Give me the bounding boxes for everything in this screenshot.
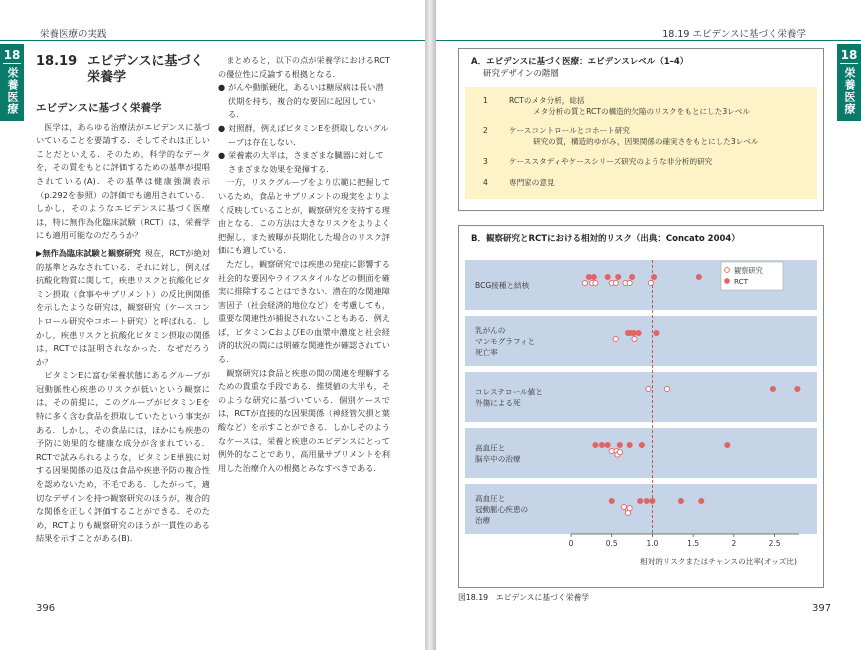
body-paragraph: 医学は，あらゆる治療法がエビデンスに基づいていることを要請する．そしてそれは正しいことだといえる．そのため，科学的なデータを，その質をもとに評価するための基準が提唱されている(A)．その基準は健康強調表示（p.292を参照）の評価でも適用されている．しかし，そのようなエビデンスに基づく医療は，特に無作為化臨床試験（RCT）は，栄養学にも適用可能なのだろうか？ xyxy=(36,121,210,241)
rct-point xyxy=(639,442,644,447)
observational-point xyxy=(609,448,614,453)
body-paragraph: ビタミンEに富む栄養状態にあるグループが冠動脈性心疾患のリスクが低いという観察には，その前提に，このグループがビタミンEを特に多く含む食品を摂取していたという事実がある．しかし，その食品には，ほかにも疾患の予防に効果的な健康な成分が含まれている．RCTで試みられるような，ビタミンE単独に対する因果関係の追及は食品や疾患予防の複合性を認めないため，不毛である．したがって，適切なデザインを持つ観察研究のほうが，複合的な関係を正しく評価することができる．そのため，RCTよりも観察研究のほうが一貫性のある結果を示すことがある(B)． xyxy=(36,370,210,544)
right-page xyxy=(436,0,861,650)
section-title: エビデンスに基づく栄養学 xyxy=(87,54,204,85)
chapter-number: 18 xyxy=(840,48,858,62)
observational-point xyxy=(664,386,669,391)
level-text: ケースコントロールとコホート研究 xyxy=(509,126,630,135)
level-text: RCTのメタ分析，総括 xyxy=(509,96,585,105)
observational-point xyxy=(613,280,618,285)
bullet-icon: ● xyxy=(218,150,226,161)
category-label: 高血圧と脳卒中の治療 xyxy=(475,443,521,464)
header-rule-left xyxy=(0,40,425,41)
body-paragraph: 一方，リスクグループをより広範に把握しているため，食品とサプリメントの現実をよりよく反映していることが，観察研究を支持する理由となる．この方法は大きなリスクをよりよく把握し，また被曝が長期化した場合のリスク評価にも適している． xyxy=(218,177,390,256)
chapter-tab-right xyxy=(837,44,861,121)
left-column-2 xyxy=(218,54,390,475)
bullet-item xyxy=(218,81,390,122)
observational-point xyxy=(582,280,587,285)
rct-point xyxy=(605,442,610,447)
rct-point xyxy=(644,498,649,503)
x-tick-label: 0.5 xyxy=(605,539,618,548)
observational-point xyxy=(627,506,632,511)
x-tick-label: 1.0 xyxy=(646,539,659,548)
running-head-left: 栄養医療の実践 xyxy=(40,29,107,40)
rct-point xyxy=(627,442,632,447)
rct-point xyxy=(586,274,591,279)
rct-point xyxy=(629,274,634,279)
rct-point xyxy=(609,498,614,503)
observational-point xyxy=(593,280,598,285)
rct-point xyxy=(593,442,598,447)
book-gutter xyxy=(425,0,436,650)
chapter-number: 18 xyxy=(3,48,21,62)
rct-point xyxy=(650,498,655,503)
rct-point xyxy=(654,330,659,335)
legend-observational-marker xyxy=(725,268,730,273)
rct-point xyxy=(696,274,701,279)
figure-a-box xyxy=(458,48,824,211)
evidence-level-row xyxy=(465,125,817,151)
category-band xyxy=(465,372,817,422)
bullet-text: 対照群，例えばビタミンEを摂取しないグループは存在しない． xyxy=(228,122,389,147)
rct-point xyxy=(638,498,643,503)
page-number-left: 396 xyxy=(36,603,56,614)
category-label: 乳がんのマンモグラフィと死亡率 xyxy=(475,326,536,357)
left-column-1 xyxy=(36,54,210,546)
level-number: 1 xyxy=(483,96,488,105)
rct-point xyxy=(631,330,636,335)
legend-rct-marker xyxy=(725,279,730,284)
figure-a-subtitle: 研究デザインの階層 xyxy=(483,69,559,79)
section-heading xyxy=(36,54,210,86)
observational-point xyxy=(617,450,622,455)
header-rule-right xyxy=(436,40,861,41)
level-text: ケーススタディやケースシリーズ研究のような非分析的研究 xyxy=(509,157,713,166)
observational-point xyxy=(613,336,618,341)
bullet-text: がんや動脈硬化，あるいは糖尿病は長い潜伏期を持ち，複合的な要因に起因している． xyxy=(228,82,384,120)
rct-point xyxy=(599,442,604,447)
paragraph-text: 現在，RCTが絶対的基準とみなされている．それに対し，例えば抗酸化物質に関して，疾患リスクと抗酸化ビタミン摂取（食事やサプリメント）の反比例関係を示したような研究は，観察研究（ケースコントロール研究やコホート研究）と呼ばれる．しかし，疾患リスクと抗酸化ビタミン摂取の関係は，RCTでは証明されなかった．なぜだろうか？ xyxy=(36,247,210,367)
page-number-right: 397 xyxy=(812,603,832,614)
rct-point xyxy=(678,498,683,503)
chapter-label: 栄養医療 xyxy=(843,67,856,115)
rct-point xyxy=(616,274,621,279)
category-band xyxy=(465,428,817,478)
x-tick-label: 2 xyxy=(731,539,737,548)
section-number: 18.19 xyxy=(36,54,78,69)
running-head-right: 18.19 エビデンスに基づく栄養学 xyxy=(662,29,806,40)
category-label: 高血圧と冠動脈心疾患の治療 xyxy=(475,494,529,525)
level-number: 3 xyxy=(483,157,488,166)
level-number: 2 xyxy=(483,126,488,135)
rct-point xyxy=(795,386,800,391)
level-number: 4 xyxy=(483,178,488,187)
observational-point xyxy=(646,386,651,391)
bullet-icon: ● xyxy=(218,122,226,133)
category-label: BCG接種と結核 xyxy=(475,281,530,290)
rct-point xyxy=(699,498,704,503)
rct-point xyxy=(770,386,775,391)
x-tick-label: 2.5 xyxy=(768,539,781,548)
level-subtext: 研究の質，構造的ゆがみ，因果関係の確実さをもとにした3レベル xyxy=(533,137,759,146)
left-page xyxy=(0,0,425,650)
bullet-item xyxy=(218,122,390,149)
paragraph-lead: ▶無作為臨床試験と観察研究 xyxy=(36,247,141,258)
figure-caption: 図18.19 エビデンスに基づく栄養学 xyxy=(458,593,590,602)
rct-point xyxy=(591,274,596,279)
level-subtext: メタ分析の質とRCTの構造的欠陥のリスクをもとにした3レベル xyxy=(533,107,750,116)
figure-a-title: A．エビデンスに基づく医療：エビデンスレベル（1–4） xyxy=(471,57,689,67)
chapter-label: 栄養医療 xyxy=(6,67,19,115)
observational-point xyxy=(648,280,653,285)
rct-point xyxy=(636,330,641,335)
rct-point xyxy=(617,442,622,447)
rct-point xyxy=(605,274,610,279)
figure-b-title: B．観察研究とRCTにおける相対的リスク（出典：Concato 2004） xyxy=(471,234,740,244)
body-paragraph: ただし，観察研究では疾患の発症に影響する社会的な要因やライフスタイルなどの側面を確実に排除することはできない．潜在的な関連障害因子（社会経済的地位など）を考慮しても，重要な関連性が捕捉されないこともある．例えば，ビタミンCおよびEの血漿中濃度と社会経済的状況の間には明確な関連性が確認されている． xyxy=(218,258,390,365)
bullet-icon: ● xyxy=(218,82,226,93)
evidence-level-row xyxy=(465,95,817,121)
x-tick-label: 0 xyxy=(568,539,574,548)
bullet-text: 栄養素の大半は，さまざまな臓器に対してさまざまな効果を発揮する． xyxy=(228,150,384,174)
category-label: コレステロール値と外傷による死 xyxy=(475,387,543,408)
rct-point xyxy=(725,442,730,447)
body-paragraph: 観察研究は食品と疾患の間の関連を理解するための貴重な手段である．推奨値の大半も，そのような研究に基づいている．個別ケースでは，RCTが直接的な因果関係（神経管欠損と葉酸など）を示すことができる．しかしそのようなケースは，栄養と疾患のエビデンスにとって例外的なことであり，高用量サプリメントを利用した治療介入の根拠とみなすべきである． xyxy=(218,367,390,473)
rct-point xyxy=(651,274,656,279)
observational-point xyxy=(627,280,632,285)
subsection-heading: エビデンスに基づく栄養学 xyxy=(36,102,162,114)
legend-label: 観察研究 xyxy=(734,266,763,275)
evidence-level-panel xyxy=(465,87,817,199)
observational-point xyxy=(632,336,637,341)
figure-b-box xyxy=(458,225,824,588)
relative-risk-chart xyxy=(459,246,823,586)
x-axis-label: 相対的リスクまたはチャンスの比率(オッズ比) xyxy=(640,557,797,566)
x-tick-label: 1.5 xyxy=(687,539,700,548)
bullet-item xyxy=(218,149,390,176)
chapter-tab-left xyxy=(0,44,24,121)
legend-label: RCT xyxy=(734,277,749,286)
body-paragraph: まとめると，以下の点が栄養学におけるRCTの優位性に反論する根拠となる． xyxy=(218,55,390,79)
level-text: 専門家の意見 xyxy=(509,178,555,187)
body-paragraph xyxy=(36,247,210,369)
